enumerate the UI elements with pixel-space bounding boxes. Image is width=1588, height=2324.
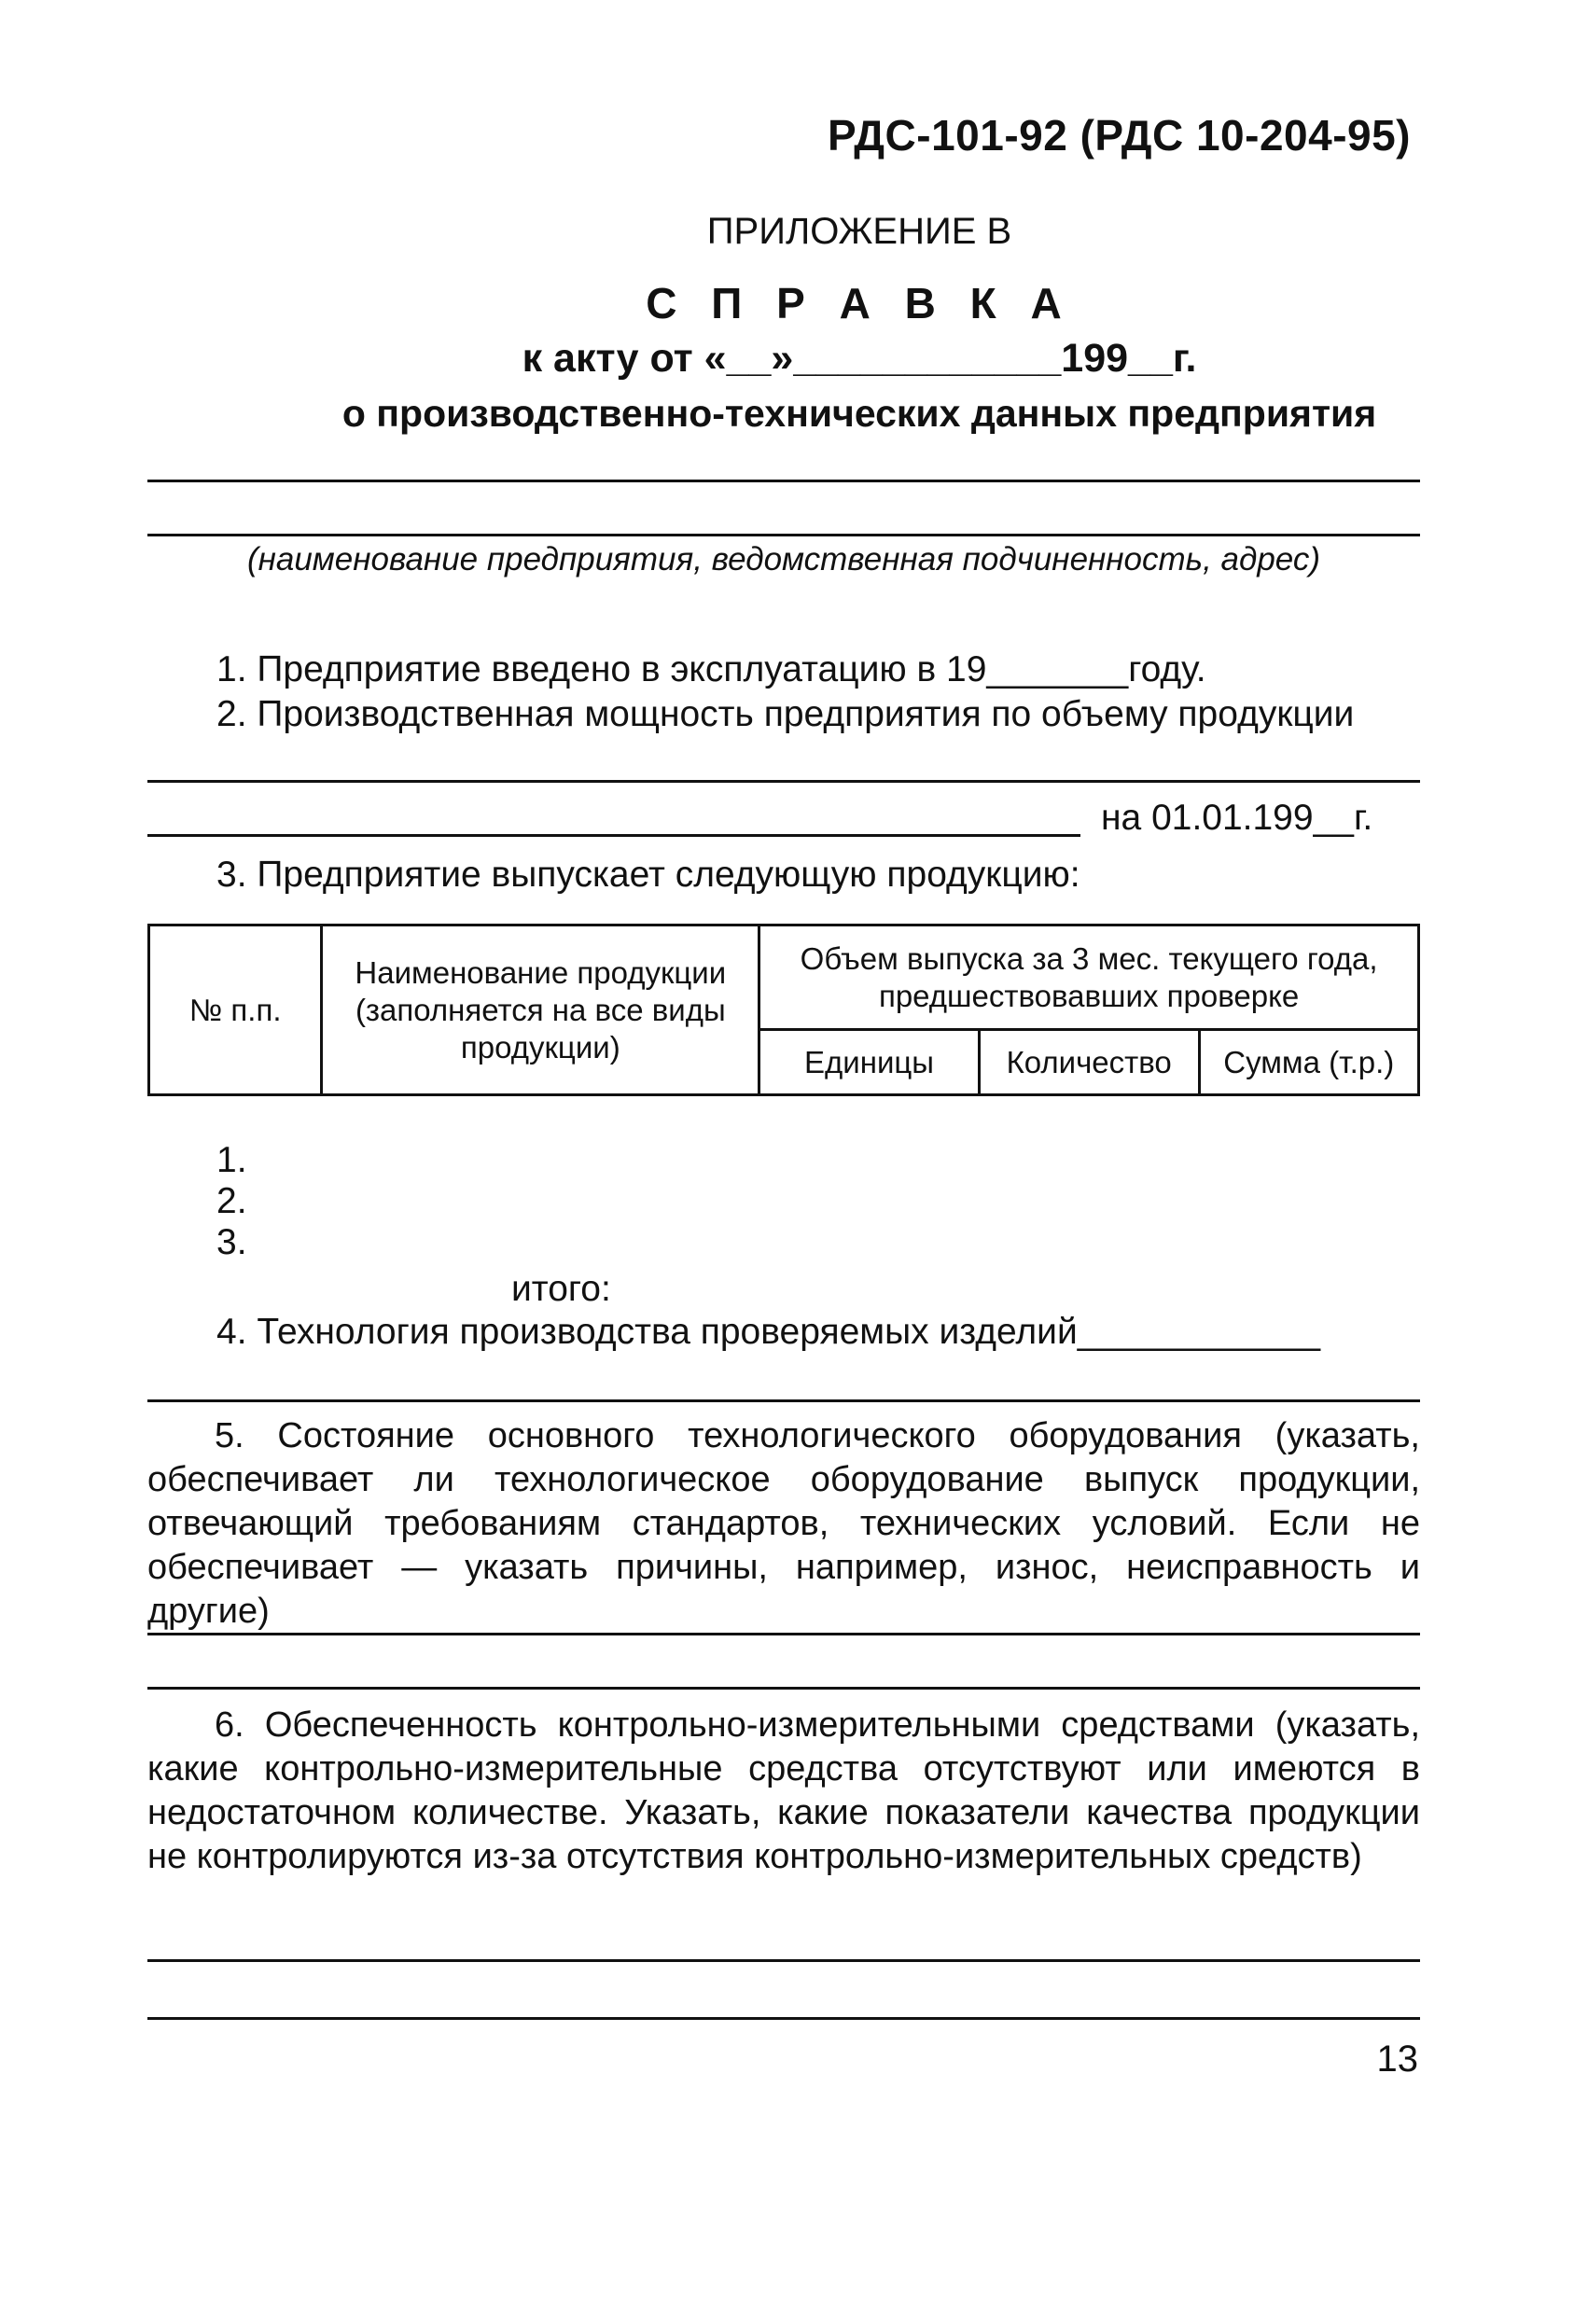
blank-line — [147, 780, 1420, 783]
item-2-date: на 01.01.199__г. — [1101, 798, 1373, 838]
blank-line — [147, 1633, 1420, 1635]
header-cell-name: Наименование продукции (заполняется на все виды продукции) — [322, 925, 759, 1095]
item-5-text: 5. Состояние основного технологического оборудования (указать, обеспечивает ли технологическое оборудование выпуск продукции, отвечающий требованиям стандартов, технических условий. Если не обеспечивает — указать причины, например, износ, неисправность и другие) — [147, 1416, 1420, 1631]
list-item: 2. — [216, 1181, 247, 1221]
page-number: 13 — [1376, 2039, 1418, 2080]
page-title: С П Р А В К А — [646, 279, 1073, 327]
item-1: 1. Предприятие введено в эксплуатацию в 19_______году. — [216, 649, 1206, 689]
item-4: 4. Технология производства проверяемых изделий____________ — [216, 1312, 1321, 1352]
blank-line — [147, 534, 1420, 536]
act-date-line: к акту от «__»____________199__г. — [522, 336, 1197, 381]
blank-line — [147, 480, 1420, 482]
item-6-text: 6. Обеспеченность контрольно-измерительными средствами (указать, какие контрольно-измерительные средства отсутствуют или имеются в недостаточном количестве. Указать, какие показатели качества продукции не контролируются из-за отсутствия контрольно-измерительных средств) — [147, 1705, 1420, 1876]
item-2: 2. Производственная мощность предприятия по объему продукции — [216, 694, 1355, 734]
header-cell-no: № п.п. — [149, 925, 322, 1095]
blank-line — [147, 834, 1080, 837]
appendix-label: ПРИЛОЖЕНИЕ В — [706, 211, 1012, 252]
item-6 — [147, 1704, 1420, 1879]
products-table — [147, 924, 1420, 1096]
subheader-units: Единицы — [759, 1030, 980, 1095]
item-3: 3. Предприятие выпускает следующую продукцию: — [216, 855, 1080, 895]
enterprise-caption: (наименование предприятия, ведомственная подчиненность, адрес) — [246, 541, 1321, 578]
item-5 — [147, 1414, 1420, 1634]
blank-line — [147, 1399, 1420, 1402]
list-item: 1. — [216, 1140, 247, 1180]
subheader-qty: Количество — [979, 1030, 1199, 1095]
subheader-sum: Сумма (т.р.) — [1199, 1030, 1418, 1095]
header-cell-volume: Объем выпуска за 3 мес. текущего года, предшествовавших проверке — [759, 925, 1419, 1030]
document-code: РДС-101-92 (РДС 10-204-95) — [827, 111, 1411, 160]
blank-line — [147, 1959, 1420, 1962]
blank-line — [147, 1687, 1420, 1690]
blank-line — [147, 2017, 1420, 2020]
subtitle: о производственно-технических данных предприятия — [341, 392, 1377, 435]
list-item: 3. — [216, 1222, 247, 1262]
total-label: итого: — [511, 1269, 611, 1309]
